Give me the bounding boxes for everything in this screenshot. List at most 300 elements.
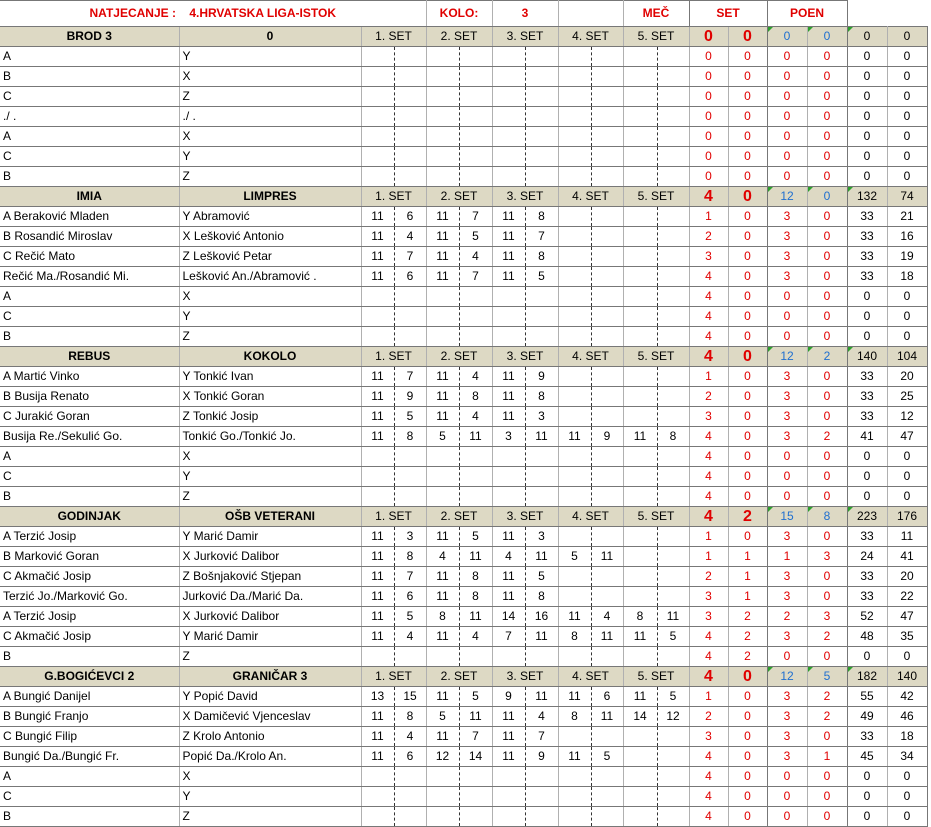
- set-score-away: 3: [394, 527, 426, 547]
- set-score-away: [394, 787, 426, 807]
- game-match-away: 0: [728, 407, 767, 427]
- set-score-home: 11: [492, 527, 525, 547]
- game-set-home: 0: [767, 487, 807, 507]
- set-score-away: [657, 207, 689, 227]
- game-set-home: 3: [767, 527, 807, 547]
- game-set-home: 0: [767, 127, 807, 147]
- game-match-away: 0: [728, 327, 767, 347]
- set-score-home: [426, 767, 459, 787]
- set-score-away: [394, 87, 426, 107]
- set-score-home: [426, 327, 459, 347]
- set-score-home: [426, 147, 459, 167]
- set-score-away: [591, 267, 623, 287]
- set-score-home: [492, 807, 525, 827]
- set-score-away: [394, 47, 426, 67]
- game-points-away: 0: [887, 467, 927, 487]
- set-score-away: [657, 527, 689, 547]
- game-match-home: 1: [689, 207, 728, 227]
- set-score-home: 11: [361, 587, 394, 607]
- set-column-header: 4. SET: [558, 187, 623, 207]
- set-score-away: 3: [525, 527, 558, 547]
- set-score-away: [657, 227, 689, 247]
- set-score-home: 3: [492, 427, 525, 447]
- set-score-home: [623, 127, 657, 147]
- game-match-away: 0: [728, 107, 767, 127]
- game-row: [0, 207, 927, 227]
- set-score-home: [623, 287, 657, 307]
- match-header-row: [0, 507, 927, 527]
- set-score-away: [657, 47, 689, 67]
- set-score-home: [361, 647, 394, 667]
- set-score-away: [525, 307, 558, 327]
- game-points-home: 52: [847, 607, 887, 627]
- set-score-home: 11: [426, 587, 459, 607]
- game-points-home: 33: [847, 387, 887, 407]
- set-score-home: [426, 807, 459, 827]
- set-score-away: [657, 167, 689, 187]
- set-score-home: [361, 807, 394, 827]
- home-player: C Jurakić Goran: [0, 407, 179, 427]
- game-points-away: 0: [887, 147, 927, 167]
- set-score-away: [591, 327, 623, 347]
- game-match-home: 0: [689, 127, 728, 147]
- game-points-away: 0: [887, 327, 927, 347]
- set-score-home: 11: [361, 567, 394, 587]
- set-score-home: [492, 767, 525, 787]
- game-set-home: 0: [767, 87, 807, 107]
- set-score-home: [558, 207, 591, 227]
- set-score-home: [426, 787, 459, 807]
- set-score-away: 8: [525, 247, 558, 267]
- game-set-away: 0: [807, 107, 847, 127]
- game-match-away: 0: [728, 527, 767, 547]
- set-score-away: [459, 67, 492, 87]
- set-score-away: 11: [525, 427, 558, 447]
- set-score-away: 4: [525, 707, 558, 727]
- set-score-home: [623, 327, 657, 347]
- game-match-away: 0: [728, 207, 767, 227]
- set-score-away: [657, 807, 689, 827]
- game-match-away: 0: [728, 307, 767, 327]
- away-player: Z Lešković Petar: [179, 247, 361, 267]
- set-score-away: [394, 147, 426, 167]
- game-row: [0, 147, 927, 167]
- game-points-away: 0: [887, 647, 927, 667]
- away-player: X Jurković Dalibor: [179, 607, 361, 627]
- home-player: B: [0, 67, 179, 87]
- set-score-away: 8: [394, 547, 426, 567]
- set-column-header: 1. SET: [361, 507, 426, 527]
- game-match-away: 0: [728, 787, 767, 807]
- set-score-away: [657, 267, 689, 287]
- game-points-away: 20: [887, 567, 927, 587]
- game-points-away: 22: [887, 587, 927, 607]
- set-score-away: [394, 447, 426, 467]
- game-match-away: 0: [728, 247, 767, 267]
- away-player: X: [179, 67, 361, 87]
- game-points-away: 25: [887, 387, 927, 407]
- set-score-home: [558, 807, 591, 827]
- set-score-home: 11: [426, 627, 459, 647]
- points-total-away: 74: [887, 187, 927, 207]
- home-team-name: G.BOGIĆEVCI 2: [0, 667, 179, 687]
- set-score-home: [623, 167, 657, 187]
- set-score-away: [657, 787, 689, 807]
- game-set-home: 3: [767, 567, 807, 587]
- game-points-home: 33: [847, 227, 887, 247]
- game-points-home: 49: [847, 707, 887, 727]
- home-player: C Rečić Mato: [0, 247, 179, 267]
- set-score-home: 11: [426, 407, 459, 427]
- game-match-home: 4: [689, 647, 728, 667]
- set-score-away: [591, 67, 623, 87]
- set-score-away: [657, 387, 689, 407]
- set-score-home: [426, 447, 459, 467]
- set-score-away: 5: [525, 567, 558, 587]
- match-score-home: 4: [689, 187, 728, 207]
- set-score-away: [591, 387, 623, 407]
- set-score-home: [623, 547, 657, 567]
- set-score-home: [558, 107, 591, 127]
- set-score-away: 5: [525, 267, 558, 287]
- set-score-away: [591, 647, 623, 667]
- game-match-away: 0: [728, 767, 767, 787]
- game-set-away: 0: [807, 447, 847, 467]
- set-score-away: [591, 407, 623, 427]
- game-set-away: 0: [807, 567, 847, 587]
- set-score-away: [591, 487, 623, 507]
- game-row: [0, 127, 927, 147]
- game-match-home: 4: [689, 287, 728, 307]
- set-score-home: [623, 147, 657, 167]
- game-match-away: 2: [728, 607, 767, 627]
- game-set-away: 0: [807, 727, 847, 747]
- away-player: Z Bošnjaković Stjepan: [179, 567, 361, 587]
- set-score-away: [394, 307, 426, 327]
- set-score-away: [394, 167, 426, 187]
- set-score-home: [426, 127, 459, 147]
- game-points-home: 41: [847, 427, 887, 447]
- set-score-home: [558, 727, 591, 747]
- game-points-home: 0: [847, 647, 887, 667]
- game-points-away: 18: [887, 727, 927, 747]
- competition-label: NATJECANJE :: [89, 6, 176, 20]
- away-player: Y: [179, 787, 361, 807]
- home-player: B: [0, 807, 179, 827]
- set-score-home: [623, 807, 657, 827]
- set-score-home: 5: [426, 427, 459, 447]
- set-score-home: [558, 127, 591, 147]
- set-score-away: 4: [591, 607, 623, 627]
- set-score-away: [525, 147, 558, 167]
- set-score-away: [591, 307, 623, 327]
- game-match-away: 0: [728, 267, 767, 287]
- set-score-home: 11: [361, 627, 394, 647]
- set-score-home: 14: [623, 707, 657, 727]
- away-team-name: 0: [179, 27, 361, 47]
- home-player: A Martić Vinko: [0, 367, 179, 387]
- game-points-away: 0: [887, 767, 927, 787]
- set-score-away: 11: [591, 627, 623, 647]
- points-total-home: 182: [847, 667, 887, 687]
- game-match-away: 0: [728, 147, 767, 167]
- game-set-home: 0: [767, 767, 807, 787]
- away-player: Z: [179, 167, 361, 187]
- home-player: C: [0, 87, 179, 107]
- set-score-away: [657, 327, 689, 347]
- set-column-header: 3. SET: [492, 27, 558, 47]
- set-score-home: [361, 787, 394, 807]
- game-set-home: 0: [767, 327, 807, 347]
- match-header-row: [0, 667, 927, 687]
- set-column-header: 3. SET: [492, 187, 558, 207]
- set-column-header: 4. SET: [558, 667, 623, 687]
- set-score-away: [657, 407, 689, 427]
- game-points-away: 0: [887, 787, 927, 807]
- home-player: ./ .: [0, 107, 179, 127]
- set-score-away: 11: [591, 547, 623, 567]
- set-score-away: 4: [394, 227, 426, 247]
- set-score-home: 11: [492, 207, 525, 227]
- set-score-home: 11: [623, 627, 657, 647]
- set-score-home: [426, 47, 459, 67]
- set-column-header: 3. SET: [492, 507, 558, 527]
- set-score-away: [459, 787, 492, 807]
- away-player: Lešković An./Abramović .: [179, 267, 361, 287]
- set-score-away: [525, 67, 558, 87]
- game-set-away: 0: [807, 527, 847, 547]
- set-score-home: 11: [426, 727, 459, 747]
- game-match-home: 4: [689, 327, 728, 347]
- set-score-away: [525, 467, 558, 487]
- set-score-away: 7: [459, 267, 492, 287]
- game-row: [0, 67, 927, 87]
- home-team-name: REBUS: [0, 347, 179, 367]
- game-set-home: 3: [767, 587, 807, 607]
- match-header-row: [0, 347, 927, 367]
- set-score-home: [558, 67, 591, 87]
- set-score-away: 5: [394, 407, 426, 427]
- away-player: Jurković Da./Marić Da.: [179, 587, 361, 607]
- game-row: [0, 727, 927, 747]
- set-score-away: [657, 67, 689, 87]
- game-match-away: 2: [728, 647, 767, 667]
- game-row: [0, 247, 927, 267]
- match-score-away: 0: [728, 347, 767, 367]
- game-match-away: 2: [728, 627, 767, 647]
- away-player: Y: [179, 467, 361, 487]
- game-points-away: 20: [887, 367, 927, 387]
- col-header-match: MEČ: [623, 1, 689, 27]
- set-score-away: [591, 767, 623, 787]
- game-row: [0, 367, 927, 387]
- title-row: [0, 1, 927, 27]
- set-score-away: 4: [459, 627, 492, 647]
- away-player: Y Tonkić Ivan: [179, 367, 361, 387]
- set-score-away: [525, 107, 558, 127]
- match-score-home: 0: [689, 27, 728, 47]
- set-score-home: 11: [492, 267, 525, 287]
- game-set-away: 0: [807, 47, 847, 67]
- set-score-away: 6: [394, 747, 426, 767]
- game-match-away: 0: [728, 387, 767, 407]
- game-set-home: 0: [767, 47, 807, 67]
- set-score-home: [623, 787, 657, 807]
- set-score-home: 5: [558, 547, 591, 567]
- set-score-home: [361, 127, 394, 147]
- game-points-away: 0: [887, 307, 927, 327]
- set-score-away: 8: [657, 427, 689, 447]
- set-score-away: [657, 587, 689, 607]
- set-score-away: [657, 547, 689, 567]
- set-score-away: [657, 467, 689, 487]
- set-score-home: [426, 167, 459, 187]
- set-score-home: [558, 387, 591, 407]
- game-points-away: 47: [887, 427, 927, 447]
- set-score-away: 8: [525, 587, 558, 607]
- set-score-away: [525, 127, 558, 147]
- home-player: Busija Re./Sekulić Go.: [0, 427, 179, 447]
- home-team-name: BROD 3: [0, 27, 179, 47]
- points-total-away: 140: [887, 667, 927, 687]
- points-total-away: 0: [887, 27, 927, 47]
- game-match-home: 3: [689, 607, 728, 627]
- set-score-home: [623, 207, 657, 227]
- game-match-home: 1: [689, 547, 728, 567]
- set-score-away: [394, 107, 426, 127]
- game-row: [0, 487, 927, 507]
- game-match-home: 4: [689, 307, 728, 327]
- game-match-home: 2: [689, 227, 728, 247]
- set-score-home: [558, 247, 591, 267]
- game-match-away: 0: [728, 467, 767, 487]
- set-score-home: 11: [492, 227, 525, 247]
- away-player: Y: [179, 307, 361, 327]
- set-score-away: [525, 447, 558, 467]
- match-score-away: 2: [728, 507, 767, 527]
- set-score-away: [459, 327, 492, 347]
- game-points-away: 0: [887, 87, 927, 107]
- home-player: B: [0, 647, 179, 667]
- game-match-home: 4: [689, 747, 728, 767]
- set-score-home: [623, 767, 657, 787]
- game-set-away: 2: [807, 627, 847, 647]
- set-score-away: 9: [525, 747, 558, 767]
- set-score-home: 11: [426, 387, 459, 407]
- set-score-home: 11: [558, 747, 591, 767]
- match-score-home: 4: [689, 347, 728, 367]
- away-player: Y Abramović: [179, 207, 361, 227]
- set-score-away: 11: [591, 707, 623, 727]
- set-score-away: [459, 487, 492, 507]
- set-column-header: 3. SET: [492, 667, 558, 687]
- set-score-home: 11: [426, 527, 459, 547]
- set-score-away: [525, 807, 558, 827]
- set-score-away: 8: [394, 707, 426, 727]
- set-score-home: [558, 267, 591, 287]
- set-score-home: [623, 727, 657, 747]
- game-row: [0, 227, 927, 247]
- game-match-away: 0: [728, 807, 767, 827]
- col-header-set: SET: [689, 1, 767, 27]
- set-score-home: [623, 247, 657, 267]
- set-score-home: 11: [361, 707, 394, 727]
- set-score-away: 11: [459, 547, 492, 567]
- set-score-away: [525, 767, 558, 787]
- set-column-header: 1. SET: [361, 187, 426, 207]
- game-row: [0, 787, 927, 807]
- set-score-away: [459, 167, 492, 187]
- set-score-away: [459, 767, 492, 787]
- set-score-home: 11: [361, 727, 394, 747]
- game-points-home: 0: [847, 767, 887, 787]
- set-score-home: 11: [426, 227, 459, 247]
- set-score-away: 11: [459, 707, 492, 727]
- set-score-home: 11: [361, 367, 394, 387]
- set-score-away: [591, 567, 623, 587]
- game-row: [0, 447, 927, 467]
- away-player: Z Tonkić Josip: [179, 407, 361, 427]
- set-column-header: 2. SET: [426, 347, 492, 367]
- competition-name: 4.HRVATSKA LIGA-ISTOK: [189, 6, 336, 20]
- game-points-home: 0: [847, 107, 887, 127]
- home-player: B: [0, 327, 179, 347]
- set-score-away: [591, 247, 623, 267]
- game-match-home: 4: [689, 467, 728, 487]
- set-score-away: 7: [394, 567, 426, 587]
- game-match-away: 1: [728, 587, 767, 607]
- set-score-home: [492, 447, 525, 467]
- game-points-away: 47: [887, 607, 927, 627]
- set-column-header: 4. SET: [558, 27, 623, 47]
- game-match-home: 3: [689, 727, 728, 747]
- sets-total-away: 0: [807, 27, 847, 47]
- set-score-home: [361, 327, 394, 347]
- game-points-away: 42: [887, 687, 927, 707]
- set-score-home: 4: [426, 547, 459, 567]
- game-match-home: 4: [689, 807, 728, 827]
- sets-total-away: 5: [807, 667, 847, 687]
- game-match-home: 3: [689, 247, 728, 267]
- game-set-home: 3: [767, 707, 807, 727]
- game-match-home: 0: [689, 107, 728, 127]
- set-score-away: 6: [394, 207, 426, 227]
- set-score-home: [623, 487, 657, 507]
- set-score-home: 11: [492, 747, 525, 767]
- home-player: C Akmačić Josip: [0, 627, 179, 647]
- away-player: Y: [179, 147, 361, 167]
- set-score-home: [492, 787, 525, 807]
- sets-total-away: 2: [807, 347, 847, 367]
- set-score-away: [591, 367, 623, 387]
- game-match-home: 0: [689, 67, 728, 87]
- game-set-home: 3: [767, 747, 807, 767]
- game-match-home: 4: [689, 267, 728, 287]
- set-score-home: [492, 47, 525, 67]
- set-score-away: 8: [459, 587, 492, 607]
- game-match-home: 3: [689, 587, 728, 607]
- game-row: [0, 767, 927, 787]
- game-points-away: 12: [887, 407, 927, 427]
- set-score-home: 11: [492, 387, 525, 407]
- home-player: C: [0, 467, 179, 487]
- set-score-home: [361, 147, 394, 167]
- home-player: B Busija Renato: [0, 387, 179, 407]
- game-points-home: 0: [847, 467, 887, 487]
- set-score-home: 11: [361, 247, 394, 267]
- game-set-away: 0: [807, 127, 847, 147]
- game-match-away: 0: [728, 47, 767, 67]
